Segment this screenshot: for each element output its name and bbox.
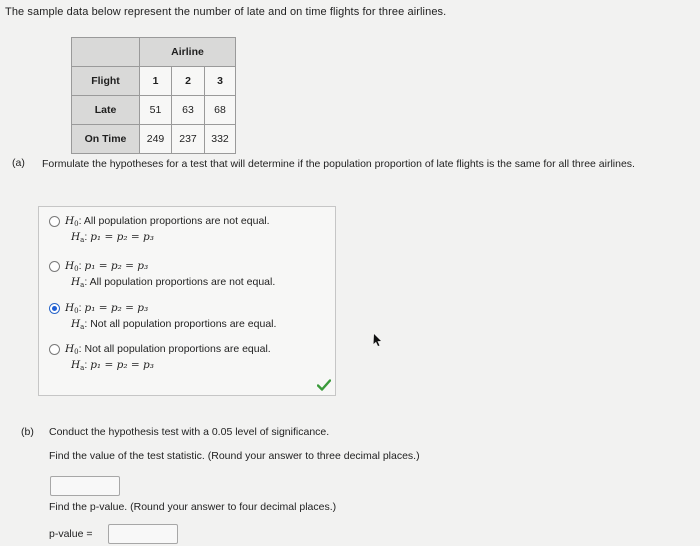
table-row <box>72 96 236 125</box>
flights-table <box>71 37 236 154</box>
h0-symbol: $H_0$ <box>65 302 79 315</box>
hypothesis-options: $H_0$: All population proportions are not equal. $H_a$: p₁ = p₂ = p₃ $H_0$: p₁ = p₂ = p₃ $H_a$: All population proportions are not equal. $H_0$: p₁ = p₂ = p₃ $H_a$: Not all population proportions are equal. $H_0$: Not all population proportions are equal. $H_a$: p₁ = p₂ = p₃ <box>38 206 336 396</box>
h0-text: All population proportions are not equal. <box>83 215 270 227</box>
ontime-airline-2: 237 <box>172 125 205 154</box>
test-statistic-instruction: Find the value of the test statistic. (Round your answer to three decimal places.) <box>49 450 420 462</box>
check-icon <box>317 379 331 391</box>
h0-text: Not all population proportions are equal. <box>84 343 271 355</box>
late-airline-2: 63 <box>172 96 205 125</box>
mouse-cursor-icon <box>372 334 382 346</box>
intro-text: The sample data below represent the number of late and on time flights for three airlines. <box>5 6 447 18</box>
late-airline-3: 68 <box>205 96 236 125</box>
part-a-question: Formulate the hypotheses for a test that will determine if the population proportion of late flights is the same for all three airlines. <box>42 158 635 170</box>
ha-symbol: $H_a$ <box>71 276 85 289</box>
ha-text: All population proportions are not equal. <box>89 276 276 288</box>
row-label-late: Late <box>72 96 140 125</box>
ha-symbol: $H_a$ <box>71 359 85 372</box>
h0-symbol: $H_0$ <box>65 215 79 228</box>
ha-text: p₁ = p₂ = p₃ <box>90 359 154 371</box>
ha-symbol: $H_a$ <box>71 231 85 244</box>
ha-text: p₁ = p₂ = p₃ <box>90 231 154 243</box>
ontime-airline-3: 332 <box>205 125 236 154</box>
h0-text: p₁ = p₂ = p₃ <box>84 302 149 314</box>
p-value-label: p-value = <box>49 528 93 540</box>
part-b-label: (b) <box>21 426 34 438</box>
radio-button[interactable] <box>49 344 60 355</box>
airline-3-header: 3 <box>205 67 236 96</box>
row-label-on-time: On Time <box>72 125 140 154</box>
part-b-question: Conduct the hypothesis test with a 0.05 level of significance. <box>49 426 330 438</box>
table-corner-cell <box>72 38 140 67</box>
p-value-input[interactable] <box>108 524 178 544</box>
airline-1-header: 1 <box>140 67 172 96</box>
airline-header: Airline <box>140 38 236 67</box>
radio-button[interactable] <box>49 216 60 227</box>
part-a-label: (a) <box>12 157 25 169</box>
ontime-airline-1: 249 <box>140 125 172 154</box>
h0-text: p₁ = p₂ = p₃ <box>84 260 149 272</box>
h0-symbol: $H_0$ <box>65 343 79 356</box>
test-statistic-input[interactable] <box>50 476 120 496</box>
ha-symbol: $H_a$ <box>71 318 85 331</box>
h0-symbol: $H_0$ <box>65 260 79 273</box>
flight-header: Flight <box>72 67 140 96</box>
radio-button-selected[interactable] <box>49 303 60 314</box>
ha-text: Not all population proportions are equal. <box>90 318 277 330</box>
airline-2-header: 2 <box>172 67 205 96</box>
radio-button[interactable] <box>49 261 60 272</box>
late-airline-1: 51 <box>140 96 172 125</box>
p-value-instruction: Find the p-value. (Round your answer to four decimal places.) <box>49 501 337 513</box>
table-row <box>72 125 236 154</box>
